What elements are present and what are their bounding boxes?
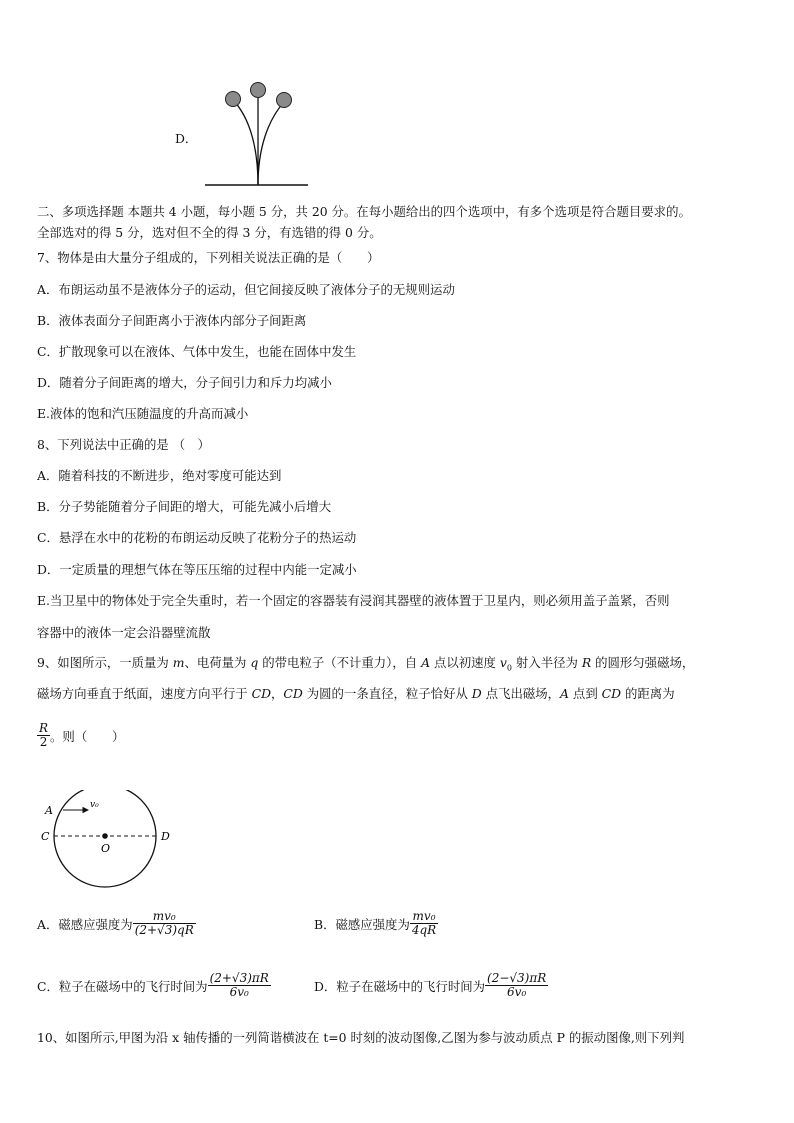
r-over-2-fraction: $\frac{R}{2}$ [39,721,49,749]
ball-middle [251,83,266,98]
section-two-line2: 全部选对的得 5 分，选对但不全的得 3 分，有选错的得 0 分。 [37,225,382,240]
q9-stem-line3: $\frac{R}{2}$ 。则（ ） [39,721,125,749]
option-d-figure [200,78,320,188]
q8-stem: 8、下列说法中正确的是 （ ） [37,437,210,452]
ball-right [277,93,292,108]
q9-stem-line2: 磁场方向垂直于纸面，速度方向平行于 CD，CD 为圆的一条直径，粒子恰好从 D 点飞出磁场，A 点到 CD 的距离为 [37,686,675,701]
q7-option-c: C．扩散现象可以在液体、气体中发生，也能在固体中发生 [37,344,357,359]
label-o: O [101,842,111,855]
q7-option-a: A．布朗运动虽不是液体分子的运动，但它间接反映了液体分子的无规则运动 [37,282,455,297]
q9-option-b-fraction: $\frac{\text{mv₀}}{4qR}$ [411,909,437,937]
label-v0: v₀ [90,800,99,810]
stem-right [258,102,284,185]
q10-stem: 10、如图所示,甲图为沿 x 轴传播的一列简谐横波在 t=0 时刻的波动图像,乙图为参与波动质点 P 的振动图像,则下列判 [37,1030,685,1045]
q7-stem: 7、物体是由大量分子组成的，下列相关说法正确的是（ ） [37,250,380,265]
q9-option-c: C．粒子在磁场中的飞行时间为 $\frac{(2+√3)\pi R}{\text{6v₀}}$ [37,971,269,999]
q8-option-c: C．悬浮在水中的花粉的布朗运动反映了花粉分子的热运动 [37,530,357,545]
q9-option-d-fraction: $\frac{(2-√3)\pi R}{\text{6v₀}}$ [487,971,547,999]
q9-option-b: B．磁感应强度为 $\frac{\text{mv₀}}{4qR}$ [314,909,437,937]
q7-option-b: B．液体表面分子间距离小于液体内部分子间距离 [37,313,307,328]
section-two-line1: 二、多项选择题 本题共 4 小题，每小题 5 分，共 20 分。在每小题给出的四个选项中，有多个选项是符合题目要求的。 [37,204,691,219]
label-d: D [161,830,170,843]
label-a: A [45,804,53,817]
q8-option-e: E.当卫星中的物体处于完全失重时，若一个固定的容器装有浸润其器壁的液体置于卫星内，则必须用盖子盖紧，否则 [37,593,670,608]
q9-stem-line1: 9、如图所示，一质量为 m、电荷量为 q 的带电粒子（不计重力），自 A 点以初速度 $v_0$ 射入半径为 R 的圆形匀强磁场， [37,655,695,673]
q9-option-a: A．磁感应强度为 $\frac{\text{mv₀}}{(2+√3)qR}$ [37,909,194,937]
q8-option-d: D．一定质量的理想气体在等压压缩的过程中内能一定减小 [37,562,357,577]
q8-option-a: A．随着科技的不断进步，绝对零度可能达到 [37,468,282,483]
q9-circle-figure [36,790,176,902]
q9-option-d: D．粒子在磁场中的飞行时间为 $\frac{(2-√3)\pi R}{\text{6v₀}}$ [314,971,547,999]
option-d-label: D． [175,131,198,146]
label-c: C [41,830,50,843]
center-point [102,833,108,839]
ball-left [226,92,241,107]
q9-option-c-fraction: $\frac{(2+√3)\pi R}{\text{6v₀}}$ [209,971,269,999]
q8-option-b: B．分子势能随着分子间距的增大，可能先减小后增大 [37,499,332,514]
q7-option-e: E.液体的饱和汽压随温度的升高而减小 [37,406,249,421]
q8-option-e-cont: 容器中的液体一定会沿器壁流散 [37,625,211,640]
q7-option-d: D．随着分子间距离的增大，分子间引力和斥力均减小 [37,375,332,390]
q9-option-a-fraction: $\frac{\text{mv₀}}{(2+√3)qR}$ [134,909,194,937]
stem-left [233,100,258,185]
